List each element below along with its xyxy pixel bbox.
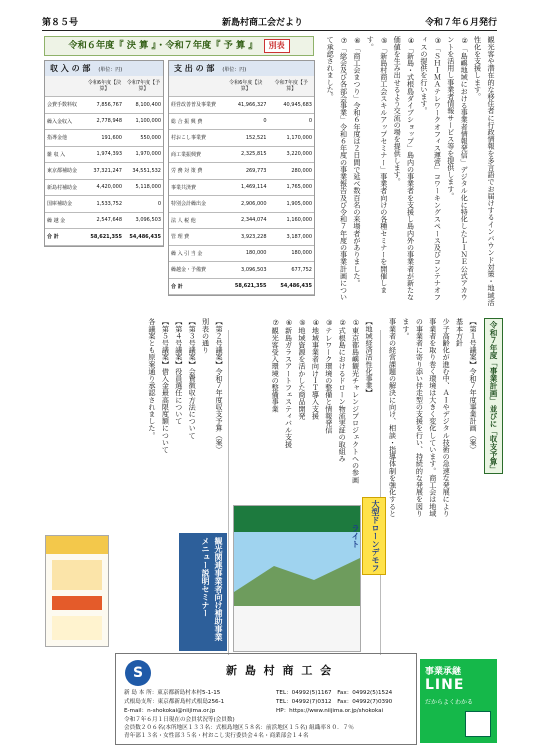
tourism-seminar-banner: 観光関連事業者向け補助事業メニュー説明セミナー [179, 533, 227, 651]
expense-cell-item: 繰 入 引 当 金 [169, 245, 223, 262]
expense-col1: 令和6年度【決 算】 [223, 76, 269, 97]
stats-groups: 青年部１３名・女性部３５名・村おこし実行委員会４名・商業部会１４名 [124, 733, 309, 739]
income-row [45, 97, 163, 114]
expense-row [169, 163, 314, 180]
income-cell-v1: 1,974,393 [85, 146, 124, 163]
income-cell-v1: 7,856,767 [85, 97, 124, 114]
income-cell-v1: 191,600 [85, 130, 124, 147]
income-cell-item: 新島村補助金 [45, 179, 85, 196]
income-row [45, 196, 163, 213]
office-shikine: 式根島支所：東京都新島村式根島256-1 [124, 699, 225, 705]
finance-title [44, 36, 314, 56]
income-cell-item: 東京都補助金 [45, 163, 85, 180]
expense-row [169, 245, 314, 262]
expense-cell-item: 総 合 振 興 費 [169, 113, 223, 130]
section-banner-plan: 令和７年度「事業計画」並びに「収支予算」 [484, 318, 503, 474]
qr-code-icon [465, 711, 491, 737]
income-cell-v2: 8,100,400 [124, 97, 163, 114]
income-row [45, 146, 163, 163]
expense-cell-v1: 3,923,228 [223, 229, 269, 246]
income-row [45, 212, 163, 229]
income-heading: 収 入 の 部 (単位：円) [45, 61, 163, 76]
expense-cell-v2: 1,160,000 [269, 212, 315, 229]
expense-heading: 支 出 の 部 (単位：円) [169, 61, 314, 76]
expense-cell-v2: 280,000 [269, 163, 315, 180]
expense-cell-v1: 180,000 [223, 245, 269, 262]
expense-total-row: 合 計 58,621,355 54,486,435 [169, 278, 314, 295]
expense-cell-v2: 180,000 [269, 245, 315, 262]
expense-cell-v1: 3,096,503 [223, 262, 269, 279]
income-panel [44, 60, 164, 247]
expense-cell-v2: 677,752 [269, 262, 315, 279]
expense-cell-v1: 2,325,815 [223, 146, 269, 163]
income-cell-item: 会費手数料収 [45, 97, 85, 114]
income-cell-v2: 550,000 [124, 130, 163, 147]
expense-cell-v1: 269,773 [223, 163, 269, 180]
tel-shikine: TEL：04992(7)0312 Fax：04992(7)0390 [276, 699, 393, 705]
paragraph: ④「新島・式根島ダイブショップ」島内の事業者を支援し島内外の事業者が新たな価値を生み出せるよう交流の場を提供します。 [393, 36, 416, 301]
income-cell-v1: 37,321,247 [85, 163, 124, 180]
issue-number: 第８５号 [42, 18, 79, 28]
income-cell-item: 繰 越 金 [45, 212, 85, 229]
paragraph: 少子高齢化が進む中、ＡＩやデジタル技術の急速な発展により事業者を取り巻く環境は大きく変化しています。商工会は地域の事業者に寄り添い伴走型の支援を行い、持続的な発展を図ります。 [401, 318, 452, 517]
line-ad-sub: だからよくわかる [425, 699, 474, 706]
paragraph: ①東京都島嶼観光チャレンジプロジェクトへの参画 [351, 318, 361, 484]
line-ad[interactable] [420, 659, 497, 743]
expense-cell-item: 繰越金・予備費 [169, 262, 223, 279]
paragraph: 別表の通り [201, 318, 211, 354]
expense-cell-v2: 1,765,000 [269, 179, 315, 196]
expense-cell-v2: 0 [269, 113, 315, 130]
header-rule [42, 30, 497, 31]
appendix-tag: 別表 [264, 39, 290, 53]
expense-cell-item: 村おこし事業費 [169, 130, 223, 147]
paragraph: ⑤「新島村商工会スキルアップセミナー」事業者向けの各種セミナーを開催します。 [366, 36, 389, 294]
expense-cell-v2: 1,170,000 [269, 130, 315, 147]
paragraph: ④地域事業者向けＩＴ導入支援 [311, 318, 321, 420]
expense-cell-v1: 0 [223, 113, 269, 130]
expense-row [169, 179, 314, 196]
paragraph: ⑦観光客受入環境の整備事業 [271, 318, 281, 413]
income-cell-v2: 1,100,000 [124, 113, 163, 130]
stats-heading: 令和７年６月１日現在の会員状況等(会員数) [124, 717, 235, 723]
expense-cell-v2: 3,187,000 [269, 229, 315, 246]
expense-cell-v1: 152,521 [223, 130, 269, 147]
finance-title-text: 令和６年度『 決 算 』・令和７年度『 予 算 』 [68, 40, 258, 51]
hp-link[interactable]: HP：https://www.niijima.or.jp/shokokai [276, 708, 384, 714]
article-resolutions [44, 318, 226, 498]
expense-table [169, 76, 314, 295]
expense-row [169, 146, 314, 163]
paragraph: ②式根島におけるドローン物流実証の取組み [338, 318, 348, 462]
expense-cell-item: 労 務 対 策 費 [169, 163, 223, 180]
income-row [45, 130, 163, 147]
expense-cell-v1: 1,469,114 [223, 179, 269, 196]
income-row [45, 113, 163, 130]
income-cell-v2: 0 [124, 196, 163, 213]
paragraph: 観光客や潜在的な移住者に行政情報を多言語でお届けするインバウンド対策・地域活性化を支援します。 [473, 36, 496, 306]
income-cell-v1: 2,778,948 [85, 113, 124, 130]
expense-row [169, 97, 314, 114]
column-divider-2 [228, 330, 229, 655]
income-cell-v2: 3,096,503 [124, 212, 163, 229]
income-cell-v2: 34,551,532 [124, 163, 163, 180]
income-cell-v2: 1,970,000 [124, 146, 163, 163]
expense-cell-v2: 1,905,000 [269, 196, 315, 213]
expense-row [169, 212, 314, 229]
paragraph: 基本方針 [455, 318, 465, 347]
expense-col2: 令和7年度【予 算】 [269, 76, 315, 97]
expense-cell-item: 商工業振興費 [169, 146, 223, 163]
issue-date: 令和７年６月発行 [424, 18, 497, 28]
flyer-illustration [46, 536, 108, 646]
income-cell-item: 指導金他 [45, 130, 85, 147]
paragraph: ③テレワーク環境の整備と情報発信 [324, 318, 334, 434]
drone-demo-title: 大型ドローンデモフライト [362, 497, 386, 575]
paragraph: 【第３号議案】会費徴収方法について [188, 318, 198, 439]
expense-cell-v2: 40,945,683 [269, 97, 315, 114]
article-upper-right [318, 36, 498, 306]
expense-cell-v2: 3,220,000 [269, 146, 315, 163]
paragraph: 【地域経済活性化事業】 [365, 318, 374, 397]
paragraph: 【第５号議案】借入金最高限度額について [161, 318, 171, 453]
shokokai-logo-icon: S [125, 660, 151, 686]
event-flyer-image [45, 535, 109, 647]
tel-main: TEL：04992(5)1167 Fax：04992(5)1524 [276, 690, 393, 696]
income-row [45, 163, 163, 180]
income-table [45, 76, 163, 246]
expense-cell-item: 経営改善普及事業費 [169, 97, 223, 114]
paragraph: ⑦「総会及び各部会事業」令和６年度の事業報告及び令和７年度の事業計画について承認されました。 [326, 36, 349, 301]
paragraph: 【第４号議案】役員選任について [174, 318, 184, 425]
income-col1: 令和6年度【決 算】 [85, 76, 124, 97]
expense-cell-v1: 2,906,000 [223, 196, 269, 213]
article-plan [384, 318, 480, 518]
paragraph: 【第２号議案】令和７年度収支予算（案） [215, 318, 224, 453]
paragraph: ⑥新島ガラスアートフェスティバル支援 [284, 318, 294, 448]
page-header [42, 15, 497, 29]
income-col2: 令和7年度【予 算】 [124, 76, 163, 97]
expense-cell-item: 管 理 費 [169, 229, 223, 246]
income-cell-item: 国庫補助金 [45, 196, 85, 213]
expense-row [169, 113, 314, 130]
paragraph: ⑥「商工会まつり」令和６年度は２日間で延べ数百名の来場者がありました。 [352, 36, 362, 287]
email-link[interactable]: E-mail：n-shokokai@niijima.or.jp [124, 708, 216, 714]
income-cell-v1: 4,420,000 [85, 179, 124, 196]
expense-cell-item: 特別会計繰出金 [169, 196, 223, 213]
paragraph: 各議案とも原案通り承認されました。 [147, 318, 157, 439]
expense-row [169, 130, 314, 147]
income-cell-item: 繰入金収入 [45, 113, 85, 130]
org-name: 新 島 村 商 工 会 [226, 664, 334, 677]
line-ad-top: 事業承継 [425, 667, 462, 677]
paragraph: ⑤地域資源を活かした商品開発 [297, 318, 307, 420]
expense-row [169, 262, 314, 279]
office-main: 新 島 本 所：東京都新島村本村5-1-15 [124, 690, 221, 696]
income-total-row: 合 計 58,621,355 54,486,435 [45, 229, 163, 246]
line-ad-brand: LINE [425, 677, 465, 693]
paragraph: ②「島嶼地域における事業者情報発信」デジタル化に特化したＬＩＮＥ公式アカウントを活用し事業者情報サービス等を提供します。 [446, 36, 470, 301]
income-row [45, 179, 163, 196]
paragraph: 【第１号議案】令和７年度事業計画（案） [469, 318, 478, 453]
expense-row [169, 196, 314, 213]
income-cell-item: 雑 収 入 [45, 146, 85, 163]
footer-contact [115, 653, 417, 745]
income-cell-v2: 5,118,000 [124, 179, 163, 196]
expense-cell-v1: 41,966,327 [223, 97, 269, 114]
paragraph: 事業者の経営課題の解決に向け、相談・指導体制を強化すると [388, 318, 398, 517]
income-cell-v1: 2,547,648 [85, 212, 124, 229]
expense-panel [168, 60, 315, 296]
stats-members: 会員数２０６名(本所地区１３３名：式根島地区５８名：前浜地区１５名) 組織率８０．７％ [124, 725, 354, 731]
income-cell-v1: 1,533,752 [85, 196, 124, 213]
expense-cell-item: 事業共済費 [169, 179, 223, 196]
expense-cell-v1: 2,344,074 [223, 212, 269, 229]
column-divider [380, 330, 381, 655]
drone-demo-photo [233, 505, 361, 652]
expense-row [169, 229, 314, 246]
paragraph: ③「ＳＨＩＭＡテレワークオフィス運営」コワーキングスペース及びコンテナオフィスの提供を行います。 [419, 36, 443, 301]
drone-illustration [234, 506, 360, 651]
newsletter-title: 新島村商工会だより [222, 18, 304, 28]
article-activities [230, 318, 376, 498]
expense-cell-item: 法 人 税 他 [169, 212, 223, 229]
